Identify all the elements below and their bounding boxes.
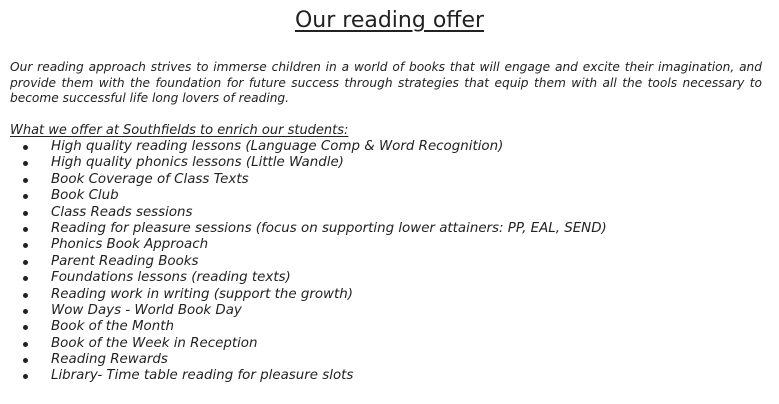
page-title: Our reading offer	[294, 8, 485, 33]
list-item-label: Reading Rewards	[51, 352, 168, 368]
bullet-icon	[23, 260, 28, 265]
list-item	[0, 172, 607, 188]
list-item-label: Phonics Book Approach	[51, 237, 209, 253]
list-item	[0, 336, 607, 352]
list-item-label: Reading work in writing (support the growth)	[51, 286, 353, 302]
list-item	[0, 352, 607, 368]
bullet-icon	[23, 342, 28, 347]
bullet-icon	[23, 276, 28, 281]
bullet-icon	[23, 325, 28, 330]
bullet-icon	[23, 178, 28, 183]
list-item	[0, 368, 607, 384]
bullet-icon	[23, 145, 28, 150]
list-item	[0, 139, 607, 155]
list-item-label: Class Reads sessions	[51, 204, 193, 220]
list-item-label: Library- Time table reading for pleasure slots	[51, 368, 354, 384]
list-item-label: Book Club	[51, 188, 119, 204]
list-item	[0, 221, 607, 237]
bullet-icon	[23, 374, 28, 379]
list-item-label: Parent Reading Books	[51, 253, 199, 269]
list-item	[0, 188, 607, 204]
bullet-icon	[23, 161, 28, 166]
bullet-icon	[23, 358, 28, 363]
list-item	[0, 270, 607, 286]
list-item	[0, 319, 607, 335]
list-item	[0, 155, 607, 171]
offer-list	[0, 139, 607, 385]
list-item	[0, 287, 607, 303]
list-item-label: Reading for pleasure sessions (focus on supporting lower attainers: PP, EAL, SEND)	[51, 220, 607, 236]
bullet-icon	[23, 243, 28, 248]
list-item-label: Foundations lessons (reading texts)	[51, 270, 291, 286]
offer-heading: What we offer at Southfields to enrich our students:	[10, 123, 349, 138]
bullet-icon	[23, 227, 28, 232]
list-item-label: Wow Days - World Book Day	[51, 302, 242, 318]
list-item	[0, 205, 607, 221]
list-item	[0, 303, 607, 319]
bullet-icon	[23, 293, 28, 298]
bullet-icon	[23, 211, 28, 216]
list-item-label: Book of the Month	[51, 319, 174, 335]
list-item-label: High quality phonics lessons (Little Wandle)	[51, 155, 344, 171]
list-item	[0, 254, 607, 270]
intro-paragraph: Our reading approach strives to immerse children in a world of books that will engage and excite their imagination, and provide them with the foundation for future success through strategies that equip them with all the tools necessary to become successful life long lovers of reading.	[10, 60, 762, 106]
bullet-icon	[23, 194, 28, 199]
list-item	[0, 237, 607, 253]
list-item-label: Book Coverage of Class Texts	[51, 171, 249, 187]
list-item-label: Book of the Week in Reception	[51, 335, 258, 351]
bullet-icon	[23, 309, 28, 314]
list-item-label: High quality reading lessons (Language Comp & Word Recognition)	[51, 139, 504, 154]
